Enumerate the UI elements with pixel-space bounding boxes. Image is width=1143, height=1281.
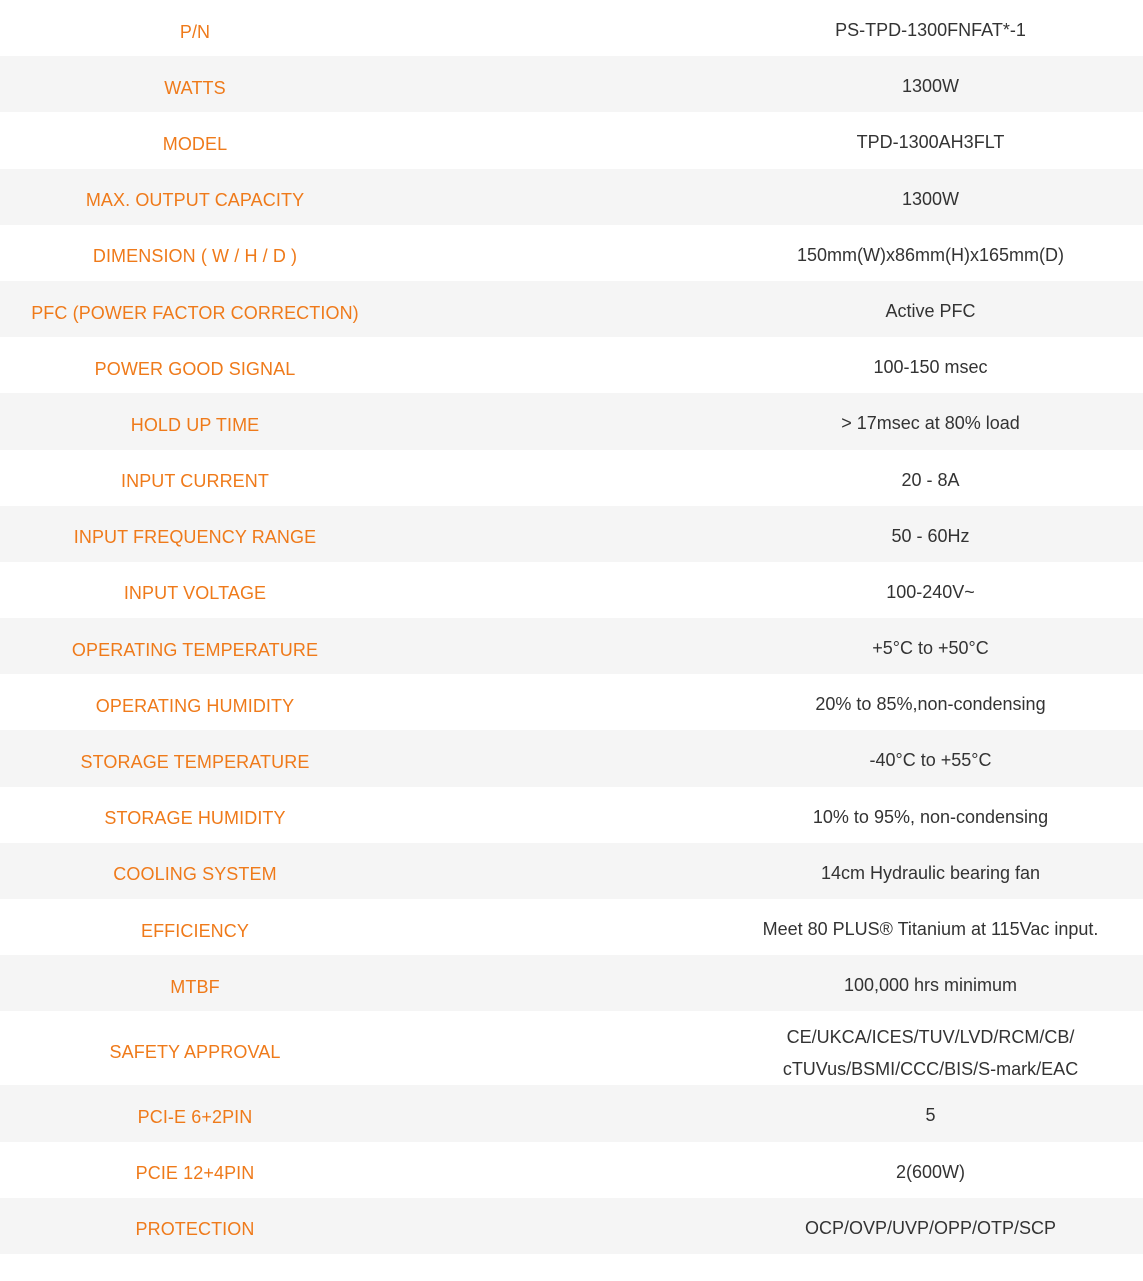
spec-value — [390, 225, 1143, 281]
spec-value — [390, 169, 1143, 225]
spec-label: OPERATING TEMPERATURE — [71, 639, 319, 660]
spec-value-line: 100-240V~ — [886, 581, 975, 602]
spec-label: PCI-E 6+2PIN — [137, 1106, 253, 1127]
spec-label: DIMENSION ( W / H / D ) — [92, 246, 298, 267]
spec-row — [0, 562, 1143, 618]
spec-label: COOLING SYSTEM — [113, 864, 277, 885]
spec-value-line: 20 - 8A — [901, 469, 960, 490]
spec-value-line: 50 - 60Hz — [891, 525, 970, 546]
spec-value-line: 10% to 95%, non-condensing — [812, 806, 1049, 827]
spec-value — [390, 393, 1143, 449]
spec-value-line: cTUVus/BSMI/CCC/BIS/S-mark/EAC — [782, 1059, 1079, 1080]
spec-label: PROTECTION — [135, 1219, 255, 1240]
spec-row — [0, 1142, 1143, 1198]
spec-label: POWER GOOD SIGNAL — [94, 358, 296, 379]
spec-label: HOLD UP TIME — [130, 414, 260, 435]
spec-label: MODEL — [162, 133, 228, 154]
spec-row — [0, 450, 1143, 506]
spec-row — [0, 112, 1143, 168]
spec-value — [390, 1085, 1143, 1141]
spec-value-line: 2(600W) — [895, 1161, 966, 1182]
spec-row — [0, 281, 1143, 337]
spec-value — [390, 730, 1143, 786]
spec-row — [0, 787, 1143, 843]
spec-row — [0, 56, 1143, 112]
spec-value-line: Active PFC — [885, 300, 976, 321]
spec-value-line: 14cm Hydraulic bearing fan — [820, 862, 1041, 883]
spec-row — [0, 674, 1143, 730]
spec-label: PFC (POWER FACTOR CORRECTION) — [31, 302, 359, 323]
spec-value — [390, 1011, 1143, 1085]
spec-label: INPUT CURRENT — [121, 471, 269, 492]
spec-label: INPUT VOLTAGE — [123, 583, 267, 604]
spec-row — [0, 225, 1143, 281]
spec-value — [390, 112, 1143, 168]
spec-value-line: 1300W — [901, 188, 960, 209]
spec-value-line: 100-150 msec — [873, 357, 988, 378]
spec-label: MAX. OUTPUT CAPACITY — [85, 190, 305, 211]
spec-label: STORAGE HUMIDITY — [104, 808, 286, 829]
spec-value-line: 150mm(W)x86mm(H)x165mm(D) — [796, 244, 1064, 265]
spec-value — [390, 787, 1143, 843]
spec-value-line: 1300W — [901, 76, 960, 97]
spec-value — [390, 281, 1143, 337]
spec-value-line: TPD-1300AH3FLT — [856, 132, 1005, 153]
spec-value — [390, 56, 1143, 112]
spec-value — [390, 955, 1143, 1011]
spec-value-line: OCP/OVP/UVP/OPP/OTP/SCP — [804, 1217, 1057, 1238]
spec-row — [0, 843, 1143, 899]
spec-row — [0, 169, 1143, 225]
spec-value-line: 5 — [925, 1105, 936, 1126]
spec-value-line: PS-TPD-1300FNFAT*-1 — [835, 20, 1026, 40]
spec-value-line: 20% to 85%,non-condensing — [815, 694, 1046, 715]
spec-value-line: -40°C to +55°C — [869, 750, 992, 771]
spec-value-line: +5°C to +50°C — [872, 638, 989, 659]
spec-label: P/N — [179, 21, 211, 42]
spec-label: PCIE 12+4PIN — [135, 1163, 255, 1184]
spec-row — [0, 1198, 1143, 1254]
spec-value-line: > 17msec at 80% load — [841, 413, 1020, 434]
spec-value-line: Meet 80 PLUS® Titanium at 115Vac input. — [762, 919, 1099, 939]
spec-value — [390, 450, 1143, 506]
spec-row — [0, 0, 1143, 56]
spec-label: WATTS — [164, 77, 226, 98]
spec-value — [390, 0, 1143, 56]
spec-value — [390, 674, 1143, 730]
spec-label: OPERATING HUMIDITY — [95, 695, 295, 716]
spec-value — [390, 562, 1143, 618]
spec-value — [390, 337, 1143, 393]
spec-label: STORAGE TEMPERATURE — [80, 752, 310, 773]
spec-row — [0, 730, 1143, 786]
spec-value — [390, 618, 1143, 674]
spec-value — [390, 1142, 1143, 1198]
spec-label: EFFICIENCY — [140, 920, 249, 941]
spec-row — [0, 618, 1143, 674]
spec-row — [0, 899, 1143, 955]
spec-value-line: 100,000 hrs minimum — [843, 975, 1018, 996]
spec-value — [390, 843, 1143, 899]
spec-row — [0, 1085, 1143, 1141]
spec-row — [0, 337, 1143, 393]
spec-label: SAFETY APPROVAL — [109, 1041, 281, 1062]
spec-row — [0, 1011, 1143, 1085]
spec-value-line: CE/UKCA/ICES/TUV/LVD/RCM/CB/ — [786, 1027, 1075, 1048]
spec-label: INPUT FREQUENCY RANGE — [73, 527, 317, 548]
spec-row — [0, 506, 1143, 562]
spec-value — [390, 1198, 1143, 1254]
spec-label: MTBF — [170, 976, 220, 997]
spec-value — [390, 899, 1143, 955]
spec-value — [390, 506, 1143, 562]
spec-row — [0, 393, 1143, 449]
spec-row — [0, 955, 1143, 1011]
